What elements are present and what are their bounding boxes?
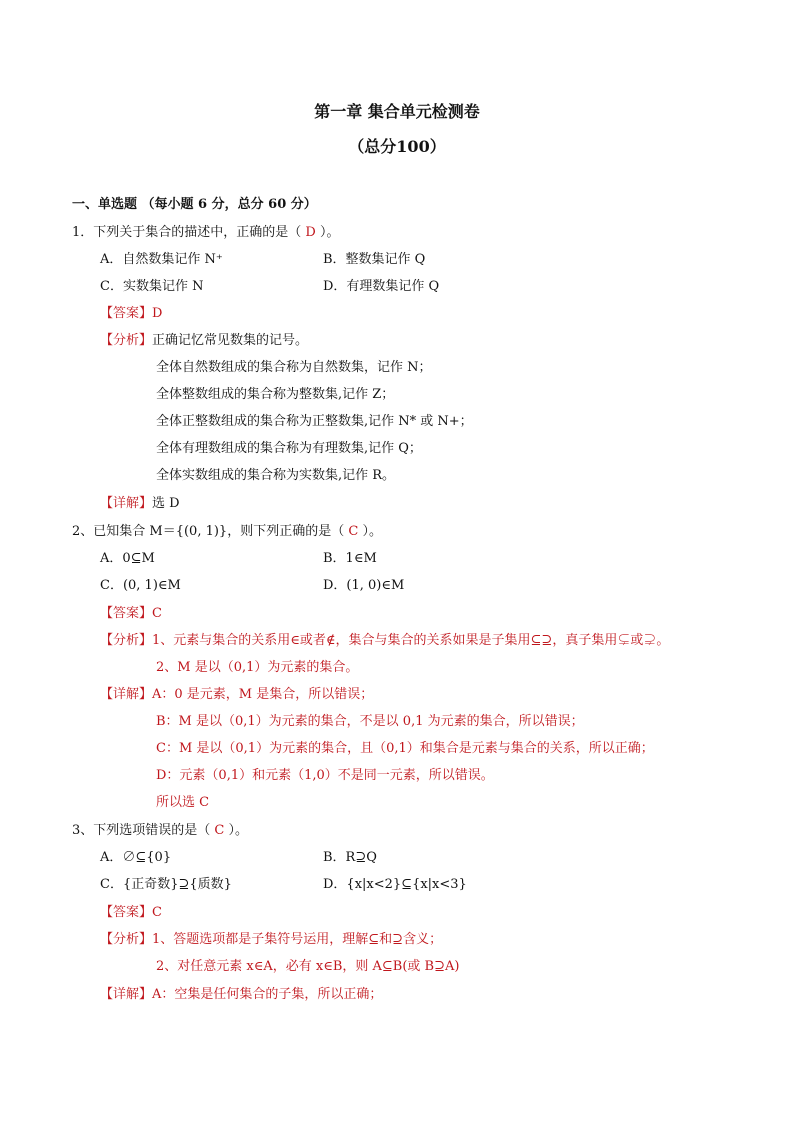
answer-tag: 【答案】 <box>100 306 153 321</box>
q1-analysis-line: 全体有理数组成的集合称为有理数集,记作 Q； <box>156 441 422 456</box>
q1-option-b: B．整数集记作 Q <box>323 252 426 267</box>
answer-tag: 【答案】 <box>100 606 153 621</box>
q2-answer <box>100 604 162 624</box>
question-1-choice: D <box>301 225 320 240</box>
q3-option-b: B．R⊇Q <box>323 850 377 865</box>
detail-text: A：0 是元素，M 是集合，所以错误； <box>152 687 374 702</box>
q3-analysis-line: 2、对任意元素 x∈A，必有 x∈B，则 A⊆B(或 B⊇A) <box>156 959 460 974</box>
analysis-tag: 【分析】 <box>100 333 153 348</box>
answer-value: C <box>152 905 162 920</box>
q3-option-d: D．{x|x<2}⊆{x|x<3} <box>323 877 467 892</box>
q3-option-a: A．∅⊆{0} <box>100 850 172 865</box>
q2-detail-line: 所以选 C <box>156 795 210 810</box>
analysis-text: 1、元素与集合的关系用∈或者∉，集合与集合的关系如果是子集用⊆⊇，真子集用⊊或⊋。 <box>152 633 670 648</box>
analysis-text: 1、答题选项都是子集符号运用，理解⊆和⊇含义； <box>152 932 443 947</box>
detail-tag: 【详解】 <box>100 496 153 511</box>
q2-option-b: B．1∈M <box>323 551 377 566</box>
q1-option-c: C．实数集记作 N <box>100 279 204 294</box>
page-title: 第一章 集合单元检测卷 <box>314 102 480 121</box>
q3-option-c: C．{正奇数}⊇{质数} <box>100 877 232 892</box>
detail-tag: 【详解】 <box>100 987 153 1002</box>
detail-text: 选 D <box>152 496 180 511</box>
analysis-tag: 【分析】 <box>100 932 153 947</box>
q2-option-a: A．0⊆M <box>100 551 155 566</box>
q3-detail <box>100 985 382 1005</box>
question-3-stem <box>72 821 248 841</box>
q1-option-a: A．自然数集记作 N⁺ <box>100 252 223 267</box>
q2-detail-line: B：M 是以（0,1）为元素的集合，不是以 0,1 为元素的集合，所以错误； <box>156 714 584 729</box>
section-heading: 一、单选题 （每小题 6 分，总分 60 分） <box>72 197 317 212</box>
q1-analysis-line: 全体正整数组成的集合称为正整数集,记作 N* 或 N+； <box>156 414 473 429</box>
answer-tag: 【答案】 <box>100 905 153 920</box>
question-1-text-end: ）。 <box>319 225 340 240</box>
question-3-text: 3、下列选项错误的是（ <box>72 823 211 838</box>
q2-option-d: D．(1, 0)∈M <box>323 578 405 593</box>
q1-answer <box>100 304 162 324</box>
q1-analysis <box>100 331 308 351</box>
detail-tag: 【详解】 <box>100 687 153 702</box>
question-1-text: 1．下列关于集合的描述中，正确的是（ <box>72 225 302 240</box>
question-3-choice: C <box>210 823 229 838</box>
q1-analysis-line: 全体自然数组成的集合称为自然数集，记作 N； <box>156 360 432 375</box>
analysis-text: 正确记忆常见数集的记号。 <box>152 333 309 348</box>
q1-detail <box>100 494 180 514</box>
q2-analysis-line: 2、M 是以（0,1）为元素的集合。 <box>156 660 359 675</box>
question-2-text: 2、已知集合 M＝{(0, 1)}，则下列正确的是（ <box>72 524 345 539</box>
q2-detail-line: D：元素（0,1）和元素（1,0）不是同一元素，所以错误。 <box>156 768 494 783</box>
answer-value: D <box>152 306 163 321</box>
q3-analysis <box>100 930 442 950</box>
q2-detail <box>100 685 373 705</box>
answer-value: C <box>152 606 162 621</box>
q2-analysis <box>100 631 669 651</box>
question-3-text-end: ）。 <box>228 823 249 838</box>
detail-text: A：空集是任何集合的子集，所以正确； <box>152 987 383 1002</box>
q1-option-d: D．有理数集记作 Q <box>323 279 440 294</box>
q2-detail-line: C：M 是以（0,1）为元素的集合，且（0,1）和集合是元素与集合的关系，所以正确； <box>156 741 654 756</box>
q1-analysis-line: 全体整数组成的集合称为整数集,记作 Z； <box>156 387 395 402</box>
q2-option-c: C．(0, 1)∈M <box>100 578 181 593</box>
question-2-text-end: ）。 <box>362 524 382 539</box>
analysis-tag: 【分析】 <box>100 633 153 648</box>
question-2-stem <box>72 522 382 542</box>
page-subtitle: （总分100） <box>348 137 446 156</box>
q1-analysis-line: 全体实数组成的集合称为实数集,记作 R。 <box>156 468 396 483</box>
question-1-stem <box>72 223 339 243</box>
q3-answer <box>100 903 162 923</box>
question-2-choice: C <box>344 524 363 539</box>
